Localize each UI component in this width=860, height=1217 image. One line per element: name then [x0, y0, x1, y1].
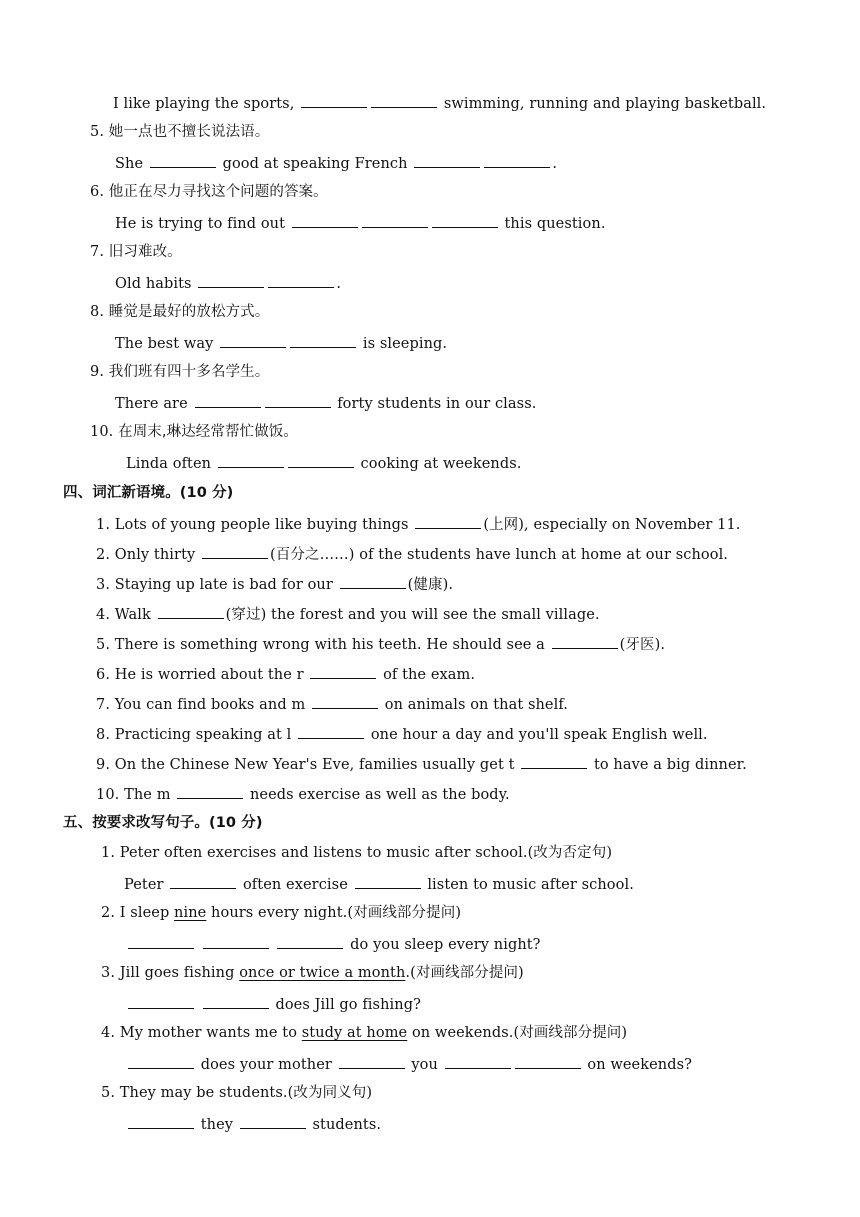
q6-answer-line: He is trying to find out this question.	[115, 212, 606, 234]
part5-q2-prompt: 2. I sleep nine hours every night.(对画线部分提问)	[101, 905, 462, 921]
answer-blank[interactable]	[150, 152, 216, 168]
part4-item: 10. The m needs exercise as well as the body.	[96, 783, 510, 805]
part4-item: 1. Lots of young people like buying things (上网), especially on November 11.	[96, 513, 741, 535]
answer-blank[interactable]	[445, 1053, 511, 1069]
part5-q3-answer: does Jill go fishing?	[126, 993, 421, 1015]
answer-blank[interactable]	[414, 152, 480, 168]
part4-item: 8. Practicing speaking at l one hour a day and you'll speak English well.	[96, 723, 708, 745]
part4-item: 3. Staying up late is bad for our (健康).	[96, 573, 453, 595]
q6-prompt: 6. 他正在尽力寻找这个问题的答案。	[90, 184, 328, 200]
part4-item: 2. Only thirty (百分之……) of the students have lunch at home at our school.	[96, 543, 728, 565]
answer-blank[interactable]	[484, 152, 550, 168]
answer-blank[interactable]	[170, 873, 236, 889]
part4-item: 6. He is worried about the r of the exam.	[96, 663, 475, 685]
answer-blank[interactable]	[218, 452, 284, 468]
answer-blank[interactable]	[177, 783, 243, 799]
answer-blank[interactable]	[371, 92, 437, 108]
part5-q1-prompt: 1. Peter often exercises and listens to music after school.(改为否定句)	[101, 845, 613, 861]
answer-blank[interactable]	[339, 1053, 405, 1069]
q4-answer-line: I like playing the sports, swimming, running and playing basketball.	[113, 92, 766, 114]
q7-prompt: 7. 旧习难改。	[90, 244, 182, 260]
answer-blank[interactable]	[240, 1113, 306, 1129]
answer-blank[interactable]	[128, 1113, 194, 1129]
answer-blank[interactable]	[521, 753, 587, 769]
answer-blank[interactable]	[310, 663, 376, 679]
answer-blank[interactable]	[195, 392, 261, 408]
part4-item: 9. On the Chinese New Year's Eve, families usually get t to have a big dinner.	[96, 753, 747, 775]
q10-prompt: 10. 在周末,琳达经常帮忙做饭。	[90, 424, 299, 440]
part5-q5-prompt: 5. They may be students.(改为同义句)	[101, 1085, 373, 1101]
answer-blank[interactable]	[515, 1053, 581, 1069]
part4-item: 5. There is something wrong with his teeth. He should see a (牙医).	[96, 633, 665, 655]
part5-q4-answer: does your mother you on weekends?	[126, 1053, 692, 1075]
answer-blank[interactable]	[203, 933, 269, 949]
q8-prompt: 8. 睡觉是最好的放松方式。	[90, 304, 270, 320]
answer-blank[interactable]	[301, 92, 367, 108]
part4-item: 4. Walk (穿过) the forest and you will see the small village.	[96, 603, 600, 625]
section-title-part4: 四、词汇新语境。(10 分)	[63, 485, 234, 501]
answer-blank[interactable]	[312, 693, 378, 709]
answer-blank[interactable]	[355, 873, 421, 889]
q8-answer-line: The best way is sleeping.	[115, 332, 447, 354]
answer-blank[interactable]	[415, 513, 481, 529]
part5-q2-answer: do you sleep every night?	[126, 933, 541, 955]
part5-q3-prompt: 3. Jill goes fishing once or twice a month.(对画线部分提问)	[101, 965, 524, 981]
part5-q4-prompt: 4. My mother wants me to study at home on weekends.(对画线部分提问)	[101, 1025, 628, 1041]
q9-answer-line: There are forty students in our class.	[115, 392, 536, 414]
part5-q5-answer: they students.	[126, 1113, 381, 1135]
answer-blank[interactable]	[292, 212, 358, 228]
q5-prompt: 5. 她一点也不擅长说法语。	[90, 124, 270, 140]
answer-blank[interactable]	[268, 272, 334, 288]
part5-q1-answer: Peter often exercise listen to music after school.	[124, 873, 634, 895]
answer-blank[interactable]	[220, 332, 286, 348]
answer-blank[interactable]	[198, 272, 264, 288]
answer-blank[interactable]	[362, 212, 428, 228]
answer-blank[interactable]	[128, 933, 194, 949]
q5-answer-line: She good at speaking French .	[115, 152, 557, 174]
q7-answer-line: Old habits .	[115, 272, 341, 294]
answer-blank[interactable]	[203, 993, 269, 1009]
answer-blank[interactable]	[288, 452, 354, 468]
answer-blank[interactable]	[158, 603, 224, 619]
q9-prompt: 9. 我们班有四十多名学生。	[90, 364, 270, 380]
answer-blank[interactable]	[277, 933, 343, 949]
answer-blank[interactable]	[290, 332, 356, 348]
answer-blank[interactable]	[552, 633, 618, 649]
answer-blank[interactable]	[432, 212, 498, 228]
answer-blank[interactable]	[298, 723, 364, 739]
section-title-part5: 五、按要求改写句子。(10 分)	[63, 815, 263, 831]
part4-item: 7. You can find books and m on animals on that shelf.	[96, 693, 568, 715]
answer-blank[interactable]	[265, 392, 331, 408]
answer-blank[interactable]	[202, 543, 268, 559]
answer-blank[interactable]	[340, 573, 406, 589]
answer-blank[interactable]	[128, 1053, 194, 1069]
answer-blank[interactable]	[128, 993, 194, 1009]
q10-answer-line: Linda often cooking at weekends.	[126, 452, 521, 474]
